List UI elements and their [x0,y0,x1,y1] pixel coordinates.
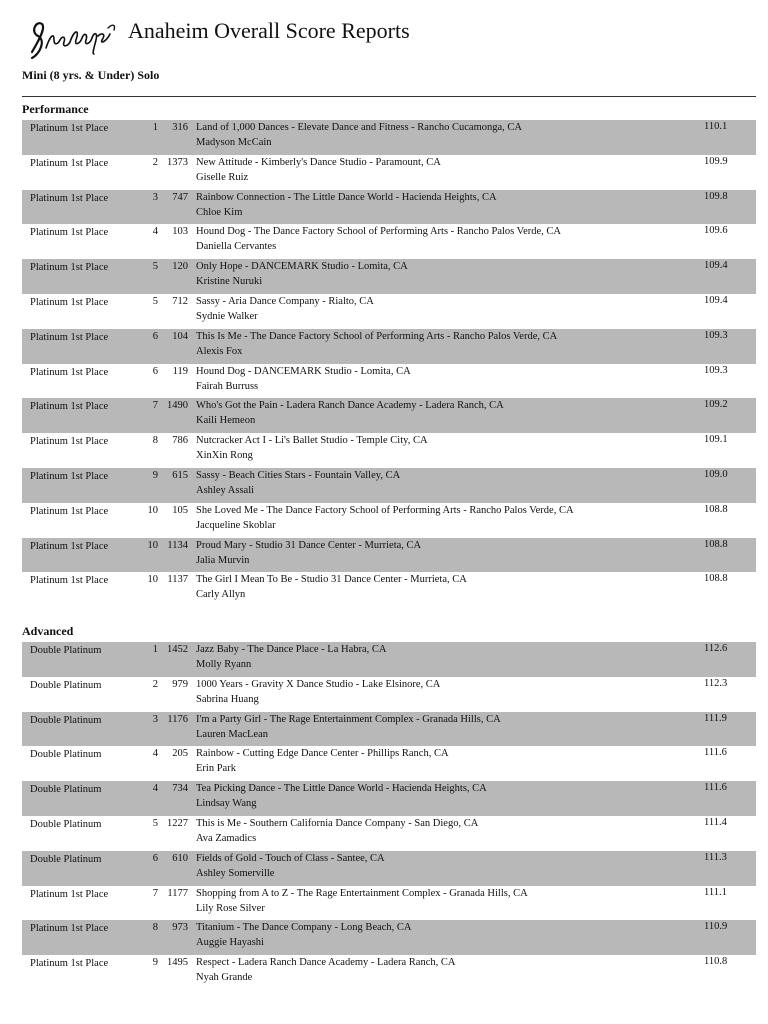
score-value: 109.1 [704,434,728,446]
entry-number: 615 [172,469,188,481]
rank-value: 6 [152,365,158,377]
score-value: 111.4 [704,816,727,828]
award-label: Platinum 1st Place [30,540,109,552]
table-row [22,190,756,225]
score-table [22,642,756,990]
award-label: Platinum 1st Place [30,888,109,900]
table-row [22,816,756,851]
rank-value: 8 [152,922,158,934]
award-label: Platinum 1st Place [30,401,109,413]
showstopper-logo [24,14,120,64]
table-row [22,433,756,468]
rank-value: 2 [152,156,158,168]
score-value: 108.8 [704,503,728,515]
dancer-name: Kristine Nuruki [196,276,263,288]
table-row [22,955,756,990]
entry-number: 712 [172,295,188,307]
entry-number: 1227 [167,817,188,829]
table-row [22,224,756,259]
dancer-name: Daniella Cervantes [196,241,277,253]
rank-value: 3 [152,191,158,203]
routine-info: Hound Dog - The Dance Factory School of Performing Arts - Rancho Palos Verde, CA [196,226,562,238]
rank-value: 5 [152,261,158,273]
score-value: 111.1 [704,886,727,898]
routine-info: Tea Picking Dance - The Little Dance World - Hacienda Heights, CA [196,783,487,795]
routine-info: Only Hope - DANCEMARK Studio - Lomita, CA [196,261,408,273]
score-value: 109.4 [704,294,728,306]
division-title: Mini (8 yrs. & Under) Solo [22,68,160,82]
routine-info: Rainbow Connection - The Little Dance World - Hacienda Heights, CA [196,191,497,203]
dancer-name: Fairah Burruss [196,380,259,392]
table-row [22,677,756,712]
dancer-name: Lauren MacLean [196,728,268,740]
dancer-name: Madyson McCain [196,137,272,148]
award-label: Double Platinum [30,645,102,656]
rank-value: 6 [152,330,158,342]
table-row [22,642,756,677]
table-row [22,294,756,329]
entry-number: 105 [172,504,188,516]
dancer-name: Nyah Grande [196,972,253,984]
score-value: 108.8 [704,538,728,550]
entry-number: 1452 [167,644,188,655]
award-label: Double Platinum [30,714,102,726]
award-label: Platinum 1st Place [30,366,109,378]
table-row [22,538,756,573]
rank-value: 1 [152,122,158,133]
rank-value: 9 [152,957,158,969]
entry-number: 973 [172,922,188,934]
score-value: 111.6 [704,747,727,759]
routine-info: Shopping from A to Z - The Rage Entertainment Complex - Granada Hills, CA [196,887,528,899]
score-value: 112.3 [704,677,728,689]
award-label: Platinum 1st Place [30,192,109,204]
award-label: Platinum 1st Place [30,958,109,970]
header-divider [22,96,756,97]
section-advanced [22,620,756,990]
award-label: Double Platinum [30,784,102,796]
score-table [22,120,756,607]
dancer-name: Ashley Somerville [196,867,275,879]
rank-value: 7 [152,887,158,899]
award-label: Platinum 1st Place [30,227,109,239]
table-row [22,468,756,503]
routine-info: She Loved Me - The Dance Factory School of Performing Arts - Rancho Palos Verde, CA [196,504,574,516]
report-header [22,14,762,64]
rank-value: 4 [152,226,158,238]
award-label: Double Platinum [30,818,102,830]
dancer-name: Kaili Hemeon [196,415,256,427]
award-label: Platinum 1st Place [30,262,109,274]
rank-value: 4 [152,748,158,760]
score-value: 111.9 [704,712,727,724]
entry-number: 610 [172,852,188,864]
score-value: 109.4 [704,260,728,272]
routine-info: Sassy - Aria Dance Company - Rialto, CA [196,295,374,307]
routine-info: Sassy - Beach Cities Stars - Fountain Valley, CA [196,469,401,481]
award-label: Double Platinum [30,853,102,865]
entry-number: 1176 [167,713,188,725]
section-performance [22,98,756,607]
score-value: 109.2 [704,399,728,411]
dancer-name: Giselle Ruiz [196,171,249,183]
rank-value: 2 [152,678,158,690]
rank-value: 3 [152,713,158,725]
table-row [22,364,756,399]
entry-number: 1490 [167,400,188,412]
entry-number: 734 [172,783,188,795]
dancer-name: Sabrina Huang [196,693,259,705]
routine-info: The Girl I Mean To Be - Studio 31 Dance Center - Murrieta, CA [196,574,467,586]
rank-value: 8 [152,435,158,447]
award-label: Platinum 1st Place [30,923,109,935]
rank-value: 6 [152,852,158,864]
score-value: 109.3 [704,329,728,341]
score-value: 111.6 [704,782,727,794]
section-title: Advanced [22,624,74,638]
dancer-name: XinXin Rong [196,450,253,462]
entry-number: 120 [172,261,188,273]
routine-info: Rainbow - Cutting Edge Dance Center - Phillips Ranch, CA [196,748,449,760]
entry-number: 1134 [167,539,188,551]
dancer-name: Jalia Murvin [196,554,250,566]
routine-info: Proud Mary - Studio 31 Dance Center - Murrieta, CA [196,539,422,551]
routine-info: 1000 Years - Gravity X Dance Studio - Lake Elsinore, CA [196,678,441,690]
entry-number: 747 [172,191,188,203]
dancer-name: Lily Rose Silver [196,902,265,914]
rank-value: 10 [147,574,158,586]
score-value: 109.6 [704,225,728,237]
table-row [22,712,756,747]
table-row [22,572,756,607]
rank-value: 4 [152,783,158,795]
score-value: 112.6 [704,643,728,654]
award-label: Platinum 1st Place [30,575,109,587]
table-row [22,781,756,816]
rank-value: 9 [152,469,158,481]
table-row [22,503,756,538]
entry-number: 103 [172,226,188,238]
rank-value: 5 [152,817,158,829]
dancer-name: Sydnie Walker [196,310,258,322]
section-title: Performance [22,102,89,116]
award-label: Platinum 1st Place [30,296,109,308]
entry-number: 1373 [167,156,188,168]
entry-number: 786 [172,435,188,447]
routine-info: Nutcracker Act I - Li's Ballet Studio - Temple City, CA [196,435,428,447]
routine-info: New Attitude - Kimberly's Dance Studio - Paramount, CA [196,156,441,168]
table-row [22,155,756,190]
routine-info: Jazz Baby - The Dance Place - La Habra, CA [196,644,387,655]
entry-number: 1177 [167,887,188,899]
award-label: Double Platinum [30,679,102,691]
routine-info: This Is Me - The Dance Factory School of Performing Arts - Rancho Palos Verde, CA [196,330,558,342]
dancer-name: Lindsay Wang [196,798,257,810]
award-label: Platinum 1st Place [30,436,109,448]
dancer-name: Chloe Kim [196,206,243,218]
entry-number: 1137 [167,574,188,586]
score-value: 109.3 [704,364,728,376]
score-value: 111.3 [704,851,727,863]
score-value: 110.8 [704,956,728,968]
table-row [22,851,756,886]
routine-info: Who's Got the Pain - Ladera Ranch Dance Academy - Ladera Ranch, CA [196,400,504,412]
award-label: Platinum 1st Place [30,470,109,482]
routine-info: This is Me - Southern California Dance Company - San Diego, CA [196,817,479,829]
entry-number: 104 [172,330,188,342]
score-value: 110.9 [704,921,728,933]
dancer-name: Alexis Fox [196,345,243,357]
award-label: Platinum 1st Place [30,157,109,169]
dancer-name: Carly Allyn [196,589,246,601]
award-label: Platinum 1st Place [30,505,109,517]
entry-number: 119 [172,365,188,377]
rank-value: 5 [152,295,158,307]
table-row [22,746,756,781]
table-row [22,120,756,155]
table-row [22,886,756,921]
entry-number: 979 [172,678,188,690]
entry-number: 205 [172,748,188,760]
routine-info: Land of 1,000 Dances - Elevate Dance and Fitness - Rancho Cucamonga, CA [196,122,522,133]
score-value: 109.0 [704,468,728,480]
routine-info: Fields of Gold - Touch of Class - Santee, CA [196,852,385,864]
rank-value: 7 [152,400,158,412]
report-title: Anaheim Overall Score Reports [128,18,410,43]
rank-value: 10 [147,504,158,516]
dancer-name: Molly Ryann [196,659,252,670]
dancer-name: Erin Park [196,763,236,775]
score-value: 110.1 [704,121,728,132]
rank-value: 10 [147,539,158,551]
table-row [22,398,756,433]
dancer-name: Ashley Assali [196,484,255,496]
award-label: Platinum 1st Place [30,123,109,134]
score-value: 108.8 [704,573,728,585]
dancer-name: Auggie Hayashi [196,937,264,949]
routine-info: I'm a Party Girl - The Rage Entertainment Complex - Granada Hills, CA [196,713,501,725]
table-row [22,329,756,364]
score-value: 109.9 [704,155,728,167]
table-row [22,920,756,955]
score-value: 109.8 [704,190,728,202]
routine-info: Respect - Ladera Ranch Dance Academy - Ladera Ranch, CA [196,957,456,969]
rank-value: 1 [152,644,158,655]
award-label: Double Platinum [30,749,102,761]
routine-info: Hound Dog - DANCEMARK Studio - Lomita, CA [196,365,411,377]
routine-info: Titanium - The Dance Company - Long Beach, CA [196,922,412,934]
entry-number: 1495 [167,957,188,969]
award-label: Platinum 1st Place [30,331,109,343]
entry-number: 316 [172,122,188,133]
dancer-name: Ava Zamadics [196,832,257,844]
dancer-name: Jacqueline Skoblar [196,519,276,531]
table-row [22,259,756,294]
